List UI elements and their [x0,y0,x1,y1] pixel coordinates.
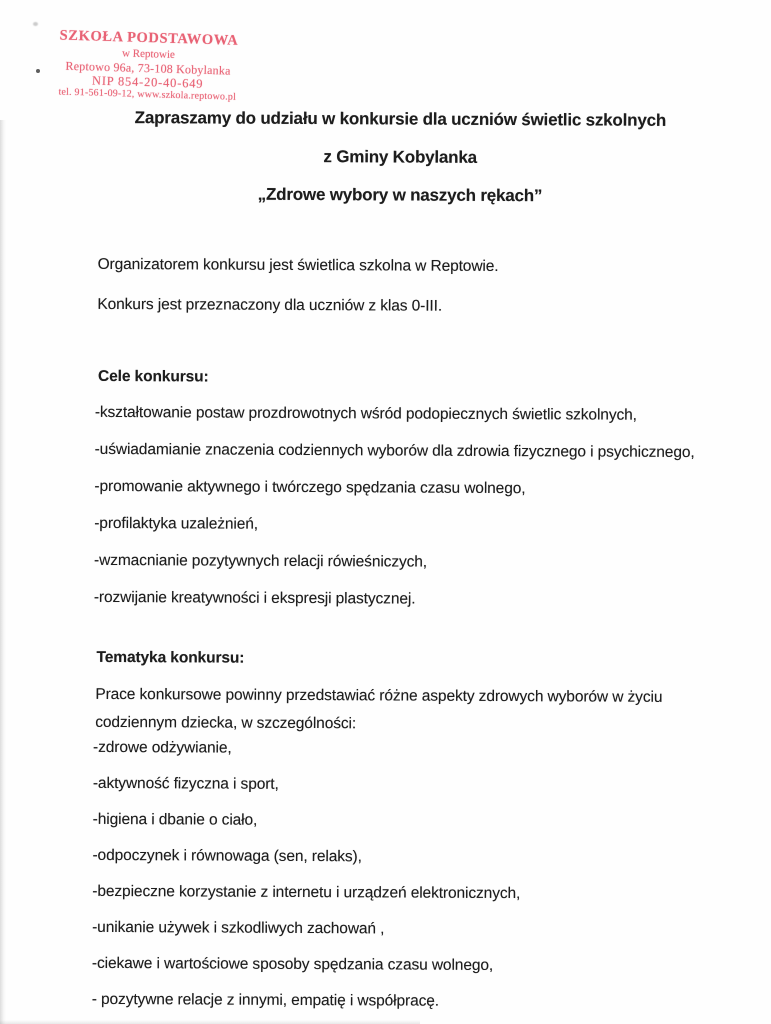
section-heading-goals: Cele konkursu: [97,367,209,386]
list-item: -aktywność fizyczna i sport, [92,774,279,793]
stamp-school-name: SZKOŁA PODSTAWOWA [59,27,239,49]
list-item: -kształtowanie postaw prozdrowotnych wśród podopiecznych świetlic szkolnych, [94,403,637,424]
goals-list [94,402,695,627]
stamp-address: Reptowo 96a, 73-108 Kobylanka [65,58,231,78]
list-item: -zdrowe odżywianie, [93,738,232,757]
stamp-contact: tel. 91-561-09-12, www.szkola.reptowo.pl [58,86,237,103]
list-item: -wzmacnianie pozytywnych relacji rówieśniczych, [94,551,428,571]
themes-intro-paragraph: Prace konkursowe powinny przedstawiać różne aspekty zdrowych wyborów w życiu codziennym dziecka, w szczególności: [95,685,663,732]
intro-organizer: Organizatorem konkursu jest świetlica szkolna w Reptowie. [97,255,499,275]
list-item: -profilaktyka uzależnień, [94,514,259,533]
section-heading-themes: Tematyka konkursu: [96,648,245,667]
document-title [91,107,710,224]
list-item: - pozytywne relacje z innymi, empatię i współpracę. [91,990,440,1010]
list-item: -unikanie używek i szkodliwych zachowań , [92,918,385,938]
list-item: -rozwijanie kreatywności i ekspresji plastycznej. [93,588,416,608]
list-item: -uświadamianie znaczenia codziennych wyborów dla zdrowia fizycznego i psychicznego, [94,440,695,462]
list-item: -higiena i dbanie o ciało, [92,810,258,829]
list-item: -promowanie aktywnego i twórczego spędzania czasu wolnego, [94,477,526,498]
list-item: -odpoczynek i równowaga (sen, relaks), [92,846,362,866]
stamp-nip: NIP 854-20-40-649 [91,73,204,91]
list-item: -ciekawe i wartościowe sposoby spędzania czasu wolnego, [91,954,494,974]
title-line-1: Zapraszamy do udziału w konkursie dla uczniów świetlic szkolnych [134,108,667,130]
school-stamp [45,28,252,103]
themes-list [92,737,521,1024]
intro-paragraphs [97,254,498,336]
list-item: -bezpieczne korzystanie z internetu i urządzeń elektronicznych, [92,882,521,903]
intro-audience: Konkurs jest przeznaczony dla uczniów z klas 0-III. [97,295,443,315]
stamp-locality: w Reptowie [121,46,176,61]
title-line-2: z Gminy Kobylanka [323,147,477,167]
title-line-3: „Zdrowe wybory w naszych rękach” [257,184,543,206]
